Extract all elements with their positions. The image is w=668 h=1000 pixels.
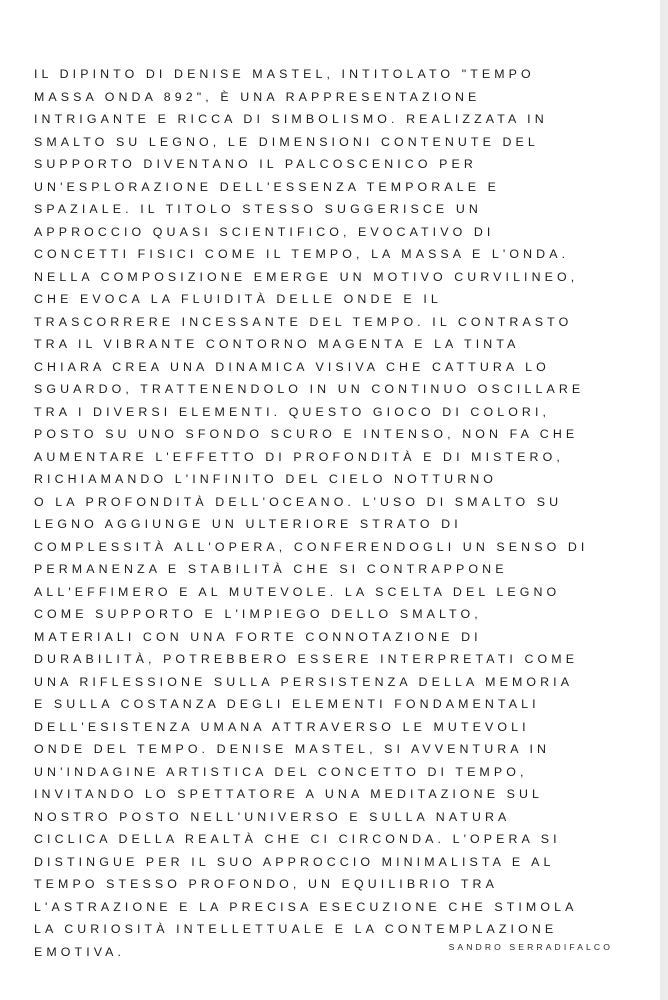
article-line: INVITANDO LO SPETTATORE A UNA MEDITAZIONE SUL	[34, 787, 544, 801]
article-line: DISTINGUE PER IL SUO APPROCCIO MINIMALISTA E AL	[34, 854, 555, 869]
article-line: CICLICA DELLA REALTÀ CHE CI CIRCONDA. L'OPERA SI	[34, 832, 561, 846]
article-line: ALL'EFFIMERO E AL MUTEVOLE. LA SCELTA DEL LEGNO	[34, 584, 561, 599]
article-line: CHE EVOCA LA FLUIDITÀ DELLE ONDE E IL	[34, 292, 442, 306]
article-line: RICHIAMANDO L'INFINITO DEL CIELO NOTTURNO	[34, 472, 498, 486]
article-line: MASSA ONDA 892", È UNA RAPPRESENTAZIONE	[34, 89, 481, 104]
article-line: COMPLESSITÀ ALL'OPERA, CONFERENDOGLI UN SENSO DI	[34, 539, 589, 554]
article-line: NELLA COMPOSIZIONE EMERGE UN MOTIVO CURVILINEO,	[34, 269, 579, 284]
article-line: E SULLA COSTANZA DEGLI ELEMENTI FONDAMENTALI	[34, 697, 540, 711]
article-line: PERMANENZA E STABILITÀ CHE SI CONTRAPPONE	[34, 562, 508, 576]
article-line: UNA RIFLESSIONE SULLA PERSISTENZA DELLA MEMORIA	[34, 674, 574, 689]
article-line: AUMENTARE L'EFFETTO DI PROFONDITÀ E DI MISTERO,	[34, 449, 564, 464]
page-edge	[660, 0, 668, 1000]
article-line: POSTO SU UNO SFONDO SCURO E INTENSO, NON FA CHE	[34, 427, 579, 441]
article-line: LA CURIOSITÀ INTELLETTUALE E LA CONTEMPLAZIONE	[34, 922, 558, 936]
article-line: ONDE DEL TEMPO. DENISE MASTEL, SI AVVENTURA IN	[34, 742, 551, 756]
article-body	[34, 63, 644, 963]
article-line: IL DIPINTO DI DENISE MASTEL, INTITOLATO "TEMPO	[34, 67, 535, 81]
article-line: TRA I DIVERSI ELEMENTI. QUESTO GIOCO DI COLORI,	[34, 404, 551, 419]
article-line: LEGNO AGGIUNGE UN ULTERIORE STRATO DI	[34, 517, 462, 531]
article-line: COME SUPPORTO E L'IMPIEGO DELLO SMALTO,	[34, 607, 482, 621]
article-line: NOSTRO POSTO NELL'UNIVERSO E SULLA NATURA	[34, 809, 511, 824]
article-line: UN'INDAGINE ARTISTICA DEL CONCETTO DI TEMPO,	[34, 764, 528, 779]
article-line: CHIARA CREA UNA DINAMICA VISIVA CHE CATTURA LO	[34, 359, 550, 374]
article-line: INTRIGANTE E RICCA DI SIMBOLISMO. REALIZZATA IN	[34, 112, 548, 126]
article-line: SUPPORTO DIVENTANO IL PALCOSCENICO PER	[34, 157, 477, 171]
author-signature: SANDRO SERRADIFALCO	[448, 942, 613, 952]
article-line: UN'ESPLORAZIONE DELL'ESSENZA TEMPORALE E	[34, 179, 500, 194]
article-line: MATERIALI CON UNA FORTE CONNOTAZIONE DI	[34, 629, 482, 644]
article-line: L'ASTRAZIONE E LA PRECISA ESECUZIONE CHE STIMOLA	[34, 899, 578, 914]
article-line: TRA IL VIBRANTE CONTORNO MAGENTA E LA TINTA	[34, 337, 520, 351]
article-line: O LA PROFONDITÀ DELL'OCEANO. L'USO DI SMALTO SU	[34, 494, 563, 509]
article-line: SPAZIALE. IL TITOLO STESSO SUGGERISCE UN	[34, 202, 482, 216]
article-line: DELL'ESISTENZA UMANA ATTRAVERSO LE MUTEVOLI	[34, 719, 530, 734]
article-line: EMOTIVA.	[34, 944, 126, 959]
article-line: APPROCCIO QUASI SCIENTIFICO, EVOCATIVO DI	[34, 224, 495, 239]
article-line: TRASCORRERE INCESSANTE DEL TEMPO. IL CONTRASTO	[34, 314, 573, 329]
article-line: TEMPO STESSO PROFONDO, UN EQUILIBRIO TRA	[34, 877, 498, 891]
article-line: SMALTO SU LEGNO, LE DIMENSIONI CONTENUTE DEL	[34, 134, 539, 149]
article-line: DURABILITÀ, POTREBBERO ESSERE INTERPRETATI COME	[34, 652, 579, 666]
article-line: SGUARDO, TRATTENENDOLO IN UN CONTINUO OSCILLARE	[34, 382, 585, 396]
article-line: CONCETTI FISICI COME IL TEMPO, LA MASSA E L'ONDA.	[34, 247, 570, 261]
